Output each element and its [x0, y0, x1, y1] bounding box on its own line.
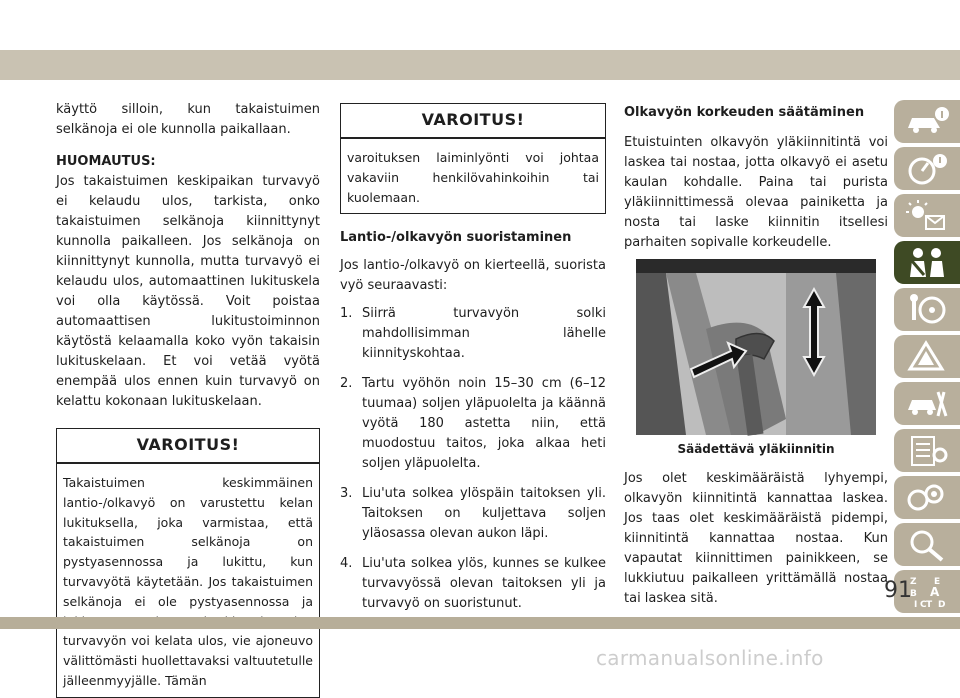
section-intro: Jos lantio-/olkavyö on kierteellä, suorista vyö seuraavasti: — [340, 258, 606, 294]
dashboard-warning-icon — [904, 151, 950, 187]
car-settings-icon — [904, 480, 950, 516]
chapter-tabs — [894, 100, 960, 617]
warning-box — [56, 428, 320, 698]
tab-index[interactable] — [894, 523, 960, 566]
svg-text:A: A — [930, 584, 940, 599]
tab-car-info[interactable] — [894, 100, 960, 143]
page-number: 91 — [884, 578, 912, 603]
warning-box-continued — [340, 103, 606, 214]
section-heading-straighten-belt: Lantio-/olkavyön suoristaminen — [340, 230, 572, 246]
tab-starting-driving[interactable] — [894, 288, 960, 331]
note-paragraph: Jos takaistuimen keskipaikan turvavyö ei kelaudu ulos, tarkista, onko takaistuimen selkänoja kiinnittynyt kunnolla paikalleen. Jos selkänoja on kiinnittynyt kunnolla, mutta turvavyö ei kelaudu ulos, automaattinen lukituskela voi olla käytössä. Voit poistaa automaattisen lukitustoiminnon käytöstä kelaamalla koko vyön takaisin lukituskelaan. Et voi vetää vyötä enempää ulos ennen kuin turvavyö on kelattu kokonaan lukituskelaan. — [56, 174, 320, 409]
anchor-photo — [636, 259, 876, 435]
column-1 — [56, 100, 320, 698]
tab-dashboard[interactable] — [894, 147, 960, 190]
warning-title: VAROITUS! — [57, 429, 319, 464]
warning-body: Takaistuimen keskimmäinen lantio-/olkavyö on varustettu kelan lukituksella, joka varmistaa, että takaistuimen selkänoja on pystyasennossa ja lukittu, kun turvavyötä käytetään. Jos takaistuimen selkänoja ei ole pystyasennossa ja turvavyön voi kelata ulos, vie ajoneuvo välittömästi huollettavaksi valtuutetulle jälleenmyyjälle. Tämän — [63, 475, 313, 688]
checklist-icon — [904, 433, 950, 469]
note-heading: HUOMAUTUS: — [56, 154, 156, 169]
top-band — [0, 50, 960, 80]
steering-key-icon — [904, 292, 950, 328]
tab-specifications[interactable] — [894, 429, 960, 472]
warning-body: varoituksen laiminlyönti voi johtaa vakaviin henkilövahinkoihin tai kuolemaan. — [347, 150, 599, 205]
figure-caption: Säädettävä yläkiinnitin — [677, 442, 835, 456]
svg-text:E: E — [934, 576, 941, 587]
steps-list — [340, 304, 606, 614]
warning-title: VAROITUS! — [341, 104, 605, 139]
seatbelt-anchor-image — [636, 259, 876, 435]
watermark-text: carmanualsonline.info — [596, 646, 824, 670]
tab-lights-messages[interactable] — [894, 194, 960, 237]
search-icon — [904, 527, 950, 563]
bottom-band — [0, 617, 960, 629]
list-item: 3. Liu'uta solkea ylöspäin taitoksen yli. Taitoksen on kuljettava soljen yläosassa olevan aukon läpi. — [340, 486, 606, 542]
svg-text:C: C — [920, 599, 927, 610]
paragraph: Etuistuinten olkavyön yläkiinnitintä voi laskea tai nostaa, jotta olkavyö ei asetu kaulan kohdalle. Paina tai purista yläkiinnittimessä olevaa painiketta ja nosta tai laske kiinnitin itsellesi parhaiten sopivalle korkeudelle. — [624, 135, 888, 250]
lights-message-icon — [904, 198, 950, 234]
svg-text:D: D — [938, 599, 946, 610]
list-item: 1. Siirrä turvavyön solki mahdollisimman lähelle kiinnityskohtaa. — [340, 306, 606, 362]
column-2 — [340, 103, 606, 624]
svg-text:T: T — [926, 599, 933, 610]
intro-paragraph: käyttö silloin, kun takaistuimen selkänoja ei ole kunnolla paikallaan. — [56, 102, 320, 137]
seatbelt-airbag-icon — [904, 245, 950, 281]
list-item: 2. Tartu vyöhön noin 15–30 cm (6–12 tuumaa) soljen yläpuolelta ja käännä vyötä 180 astetta niin, että muodostuu taitos, joka alkaa heti soljen yläpuolelta. — [340, 376, 606, 472]
section-heading-belt-height: Olkavyön korkeuden säätäminen — [624, 105, 865, 120]
svg-text:I: I — [914, 599, 918, 610]
hazard-warning-icon — [904, 339, 950, 375]
tab-maintenance[interactable] — [894, 382, 960, 425]
tab-multimedia[interactable] — [894, 476, 960, 519]
car-info-icon — [904, 104, 950, 140]
tab-emergency[interactable] — [894, 335, 960, 378]
tab-safety[interactable] — [894, 241, 960, 284]
paragraph: Jos olet keskimääräistä lyhyempi, olkavyön kiinnitintä kannattaa laskea. Jos taas olet keskimääräistä pidempi, kiinnitintä kannattaa nostaa. Kun vapautat kiinnittimen painikkeen, se lukkiutuu paikalleen yrittämällä nostaa tai laskea sitä. — [624, 471, 888, 606]
list-item: 4. Liu'uta solkea ylös, kunnes se kulkee turvavyössä olevan taitoksen yli ja turvavyö on suoristunut. — [340, 556, 606, 612]
column-3 — [624, 103, 888, 609]
car-tools-icon — [904, 386, 950, 422]
svg-text:B: B — [910, 588, 917, 599]
svg-text:Z: Z — [910, 576, 917, 587]
